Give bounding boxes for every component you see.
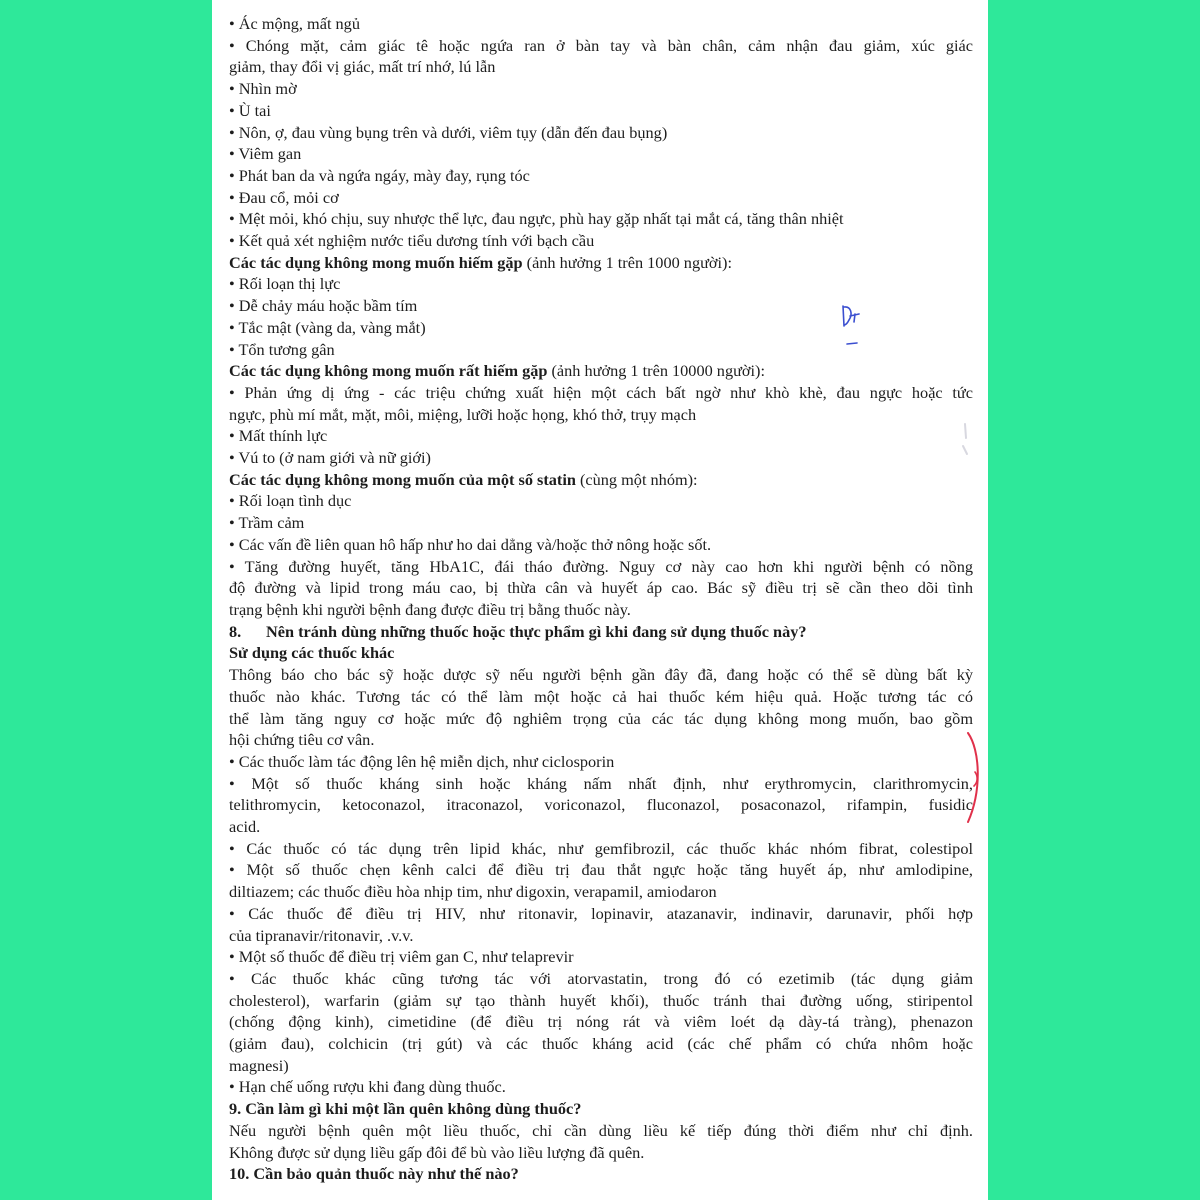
text-line: • Trầm cảm: [229, 513, 305, 533]
text-line: của tipranavir/ritonavir, .v.v.: [229, 925, 414, 945]
text-line: • Mất thính lực: [229, 426, 328, 446]
text-line: • Vú to (ở nam giới và nữ giới): [229, 448, 431, 468]
text-line: • Viêm gan: [229, 144, 302, 164]
document-page: [212, 0, 988, 1200]
text-line: cholesterol), warfarin (giảm sự tạo thành huyết khối), thuốc tránh thai đường uống, stiripentol: [229, 990, 973, 1010]
text-line: acid.: [229, 817, 261, 837]
text-line: diltiazem; các thuốc điều hòa nhịp tim, như digoxin, verapamil, amiodaron: [229, 882, 717, 902]
heading-very-rare-effects: [229, 360, 973, 382]
text-line: • Các thuốc khác cũng tương tác với atorvastatin, trong đó có ezetimib (tác dụng giảm: [229, 968, 973, 988]
text-line: • Các thuốc có tác dụng trên lipid khác, như gemfibrozil, các thuốc khác nhóm fibrat, colestipol: [229, 838, 973, 858]
text-line: • Rối loạn thị lực: [229, 274, 341, 294]
text-line: • Phản ứng dị ứng - các triệu chứng xuất hiện một cách bất ngờ như khò khè, đau ngực hoặc tức: [229, 382, 973, 402]
heading-rare-effects: [229, 252, 973, 274]
text-line: • Nôn, ợ, đau vùng bụng trên và dưới, viêm tụy (dẫn đến đau bụng): [229, 122, 668, 142]
heading-bold: Các tác dụng không mong muốn rất hiếm gặp: [229, 361, 548, 381]
text-line: ngực, phù mí mắt, mặt, môi, miệng, lưỡi hoặc họng, khó thở, trụy mạch: [229, 404, 697, 424]
text-line: • Các vấn đề liên quan hô hấp như ho dai dẳng và/hoặc thở nông hoặc sốt.: [229, 534, 712, 554]
faint-ink-smear: [955, 420, 975, 460]
text-line: • Dễ chảy máu hoặc bầm tím: [229, 296, 418, 316]
red-pen-bracket-mark: [958, 730, 988, 825]
section-number: 8.: [229, 621, 242, 641]
text-line: • Đau cổ, mỏi cơ: [229, 187, 339, 207]
text-line: • Ù tai: [229, 100, 271, 120]
section-10-heading: 10. Cần bảo quản thuốc này như thế nào?: [229, 1164, 519, 1184]
section-8-heading: [229, 621, 973, 643]
heading-note: (cùng một nhóm):: [575, 469, 698, 489]
text-line: • Mệt mỏi, khó chịu, suy nhược thể lực, đau ngực, phù hay gặp nhất tại mắt cá, tăng thân nhiệt: [229, 209, 844, 229]
heading-bold: Các tác dụng không mong muốn của một số statin: [229, 469, 576, 489]
text-line: thể làm tăng nguy cơ hoặc mức độ nghiêm trọng của các tác dụng không mong muốn, bao gồm: [229, 708, 973, 728]
text-line: • Tăng đường huyết, tăng HbA1C, đái tháo đường. Nguy cơ này cao hơn khi người bệnh có nồng: [229, 556, 973, 576]
text-line: • Nhìn mờ: [229, 79, 297, 99]
text-line: Không được sử dụng liều gấp đôi để bù vào liều lượng đã quên.: [229, 1142, 645, 1162]
text-line: • Ác mộng, mất ngủ: [229, 14, 360, 33]
text-line: độ đường và lipid trong máu cao, bị thừa cân và huyết áp cao. Bác sỹ điều trị sẽ cần theo dõi tình: [229, 578, 973, 598]
section-title: Nên tránh dùng những thuốc hoặc thực phẩm gì khi đang sử dụng thuốc này?: [266, 621, 807, 641]
text-line: • Phát ban da và ngứa ngáy, mày đay, rụng tóc: [229, 165, 530, 185]
text-line: • Tắc mật (vàng da, vàng mắt): [229, 317, 426, 337]
text-line: giảm, thay đổi vị giác, mất trí nhớ, lú lẫn: [229, 57, 496, 77]
heading-note: (ảnh hưởng 1 trên 10000 người):: [547, 361, 765, 381]
text-line: • Hạn chế uống rượu khi đang dùng thuốc.: [229, 1077, 506, 1097]
handwritten-initial-mark: [835, 300, 865, 350]
section-8-subheading: Sử dụng các thuốc khác: [229, 643, 395, 663]
text-line: • Tổn tương gân: [229, 339, 335, 359]
text-line: • Các thuốc để điều trị HIV, như ritonavir, lopinavir, atazanavir, indinavir, darunavir, phối hợp: [229, 903, 973, 923]
text-line: (giảm đau), colchicin (trị gút) và các thuốc kháng acid (các chế phẩm có chứa nhôm hoặc: [229, 1034, 973, 1054]
text-line: hội chứng tiêu cơ vân.: [229, 730, 375, 750]
heading-statin-effects: [229, 469, 973, 491]
heading-bold: Các tác dụng không mong muốn hiếm gặp: [229, 252, 523, 272]
text-line: • Các thuốc làm tác động lên hệ miễn dịch, như ciclosporin: [229, 751, 615, 771]
text-line: telithromycin, ketoconazol, itraconazol, voriconazol, fluconazol, posaconazol, rifampin, fusidic: [229, 795, 973, 815]
document-text: [229, 13, 973, 1185]
text-line: • Chóng mặt, cảm giác tê hoặc ngứa ran ở bàn tay và bàn chân, cảm nhận đau giảm, xúc giác: [229, 35, 973, 55]
text-line: • Một số thuốc để điều trị viêm gan C, như telaprevir: [229, 947, 574, 967]
text-line: magnesi): [229, 1055, 289, 1075]
text-line: • Một số thuốc chẹn kênh calci để điều trị đau thắt ngực hoặc tăng huyết áp, như amlodipine,: [229, 860, 973, 880]
text-line: • Một số thuốc kháng sinh hoặc kháng nấm nhất định, như erythromycin, clarithromycin,: [229, 773, 973, 793]
section-9-heading: 9. Cần làm gì khi một lần quên không dùng thuốc?: [229, 1099, 582, 1119]
text-line: trạng bệnh khi người bệnh đang được điều trị bằng thuốc này.: [229, 599, 631, 619]
text-line: Thông báo cho bác sỹ hoặc dược sỹ nếu người bệnh gần đây đã, đang hoặc có thể sẽ dùng bất kỳ: [229, 665, 973, 685]
heading-note: (ảnh hưởng 1 trên 1000 người):: [522, 252, 732, 272]
text-line: Nếu người bệnh quên một liều thuốc, chỉ cần dùng liều kế tiếp đúng thời điểm như chỉ định.: [229, 1120, 973, 1140]
text-line: • Rối loạn tình dục: [229, 491, 352, 511]
text-line: • Kết quả xét nghiệm nước tiểu dương tính với bạch cầu: [229, 231, 595, 251]
text-line: thuốc nào khác. Tương tác có thể làm một hoặc cả hai thuốc kém hiệu quả. Hoặc tương tác có: [229, 686, 973, 706]
text-line: (chống động kinh), cimetidine (để điều trị nóng rát và viêm loét dạ dày-tá tràng), phenazon: [229, 1012, 973, 1032]
